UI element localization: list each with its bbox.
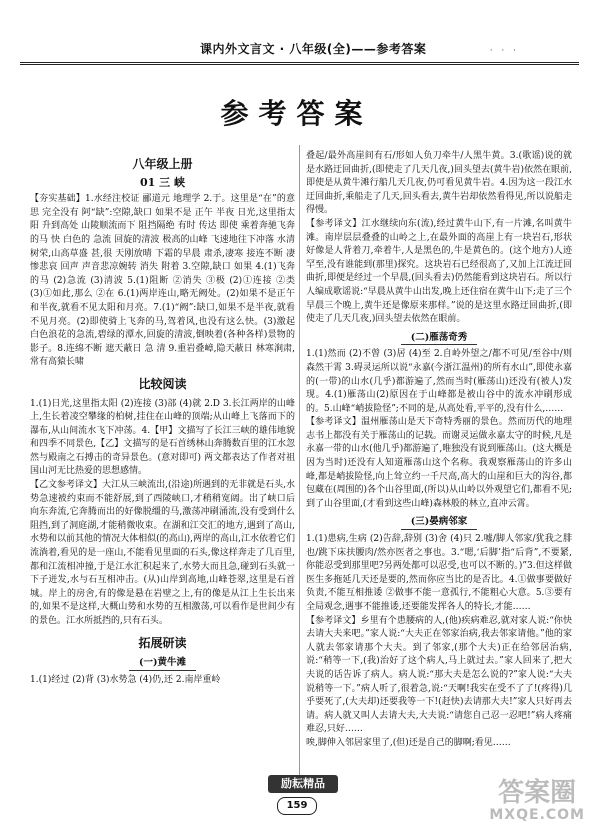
running-header	[20, 38, 579, 65]
neighbor-translation: 【参考译文】乡里有个患腰病的人,(他)疾病难忍,就对家人说:“你快去请大夫来吧。”家人说:“大夫正在邻家治病,我去邻家请他。”他的家人就去邻家请那个大夫。到了邻家,(那个大夫)正在给邻居治病,说:“稍等一下,(我)治好了这个病人,马上就过去。”家人回来了,把大夫说的话告诉了病人。病人说:“那大夫是怎么说的?”家人说:“大夫说稍等一下。”病人听了,很着急,说:“天啊!我实在受不了了!(疼得)几乎要死了,(大夫却)还要我等一下!(赶快)去请那大夫!”家人只好再去请。病人就又叫人去请大夫,大夫说:“请您自己忍一忍吧!”病人疼痛难忍,只好……	[306, 615, 572, 735]
extend-subheading: (一)黄牛滩	[129, 656, 196, 671]
right-column	[306, 150, 572, 751]
neighbor-heading: (三)晏病邻家	[401, 515, 478, 530]
brand-logo: 励耘精品	[268, 775, 338, 793]
extend-answers: 1.(1)经过 (2)背 (3)水势急 (4)仍,还 2.南岸重岭	[30, 674, 221, 685]
compare-translation: 【乙文参考译文】大江从三峡流出,(沿途)所遇到的无非就是石头,水势急速被约束而不能舒展,到了西陵峡口,才稍稍宽阔。出了峡口后向东奔流,它奔腾而出的好像脱缰的马,激荡冲刷涌流,没有受到什么阻挡,到了洞庭湖,才能稍微收束。在湖和江交汇的地方,遇到了高山,水势和以前其他的情况大体相似(的高山),两岸的高山,江水依着它们流淌着,看见的是一座山,不能看见里面的石头,像这样奔走了几百里,都和江流相冲撞,于是江水汇积起来了,水势大而且急,碰到石头就一下子迸发,水与石互相冲击。(从)山岸到高地,山峰苍翠,这里是石首城。岸上的房舍,有的像是悬在岩壁之上,有的像是从江上生长出来的,如果不是这样,大概山势和水势的互相激荡,可以看作是世间少有的景色。江水所抵挡的,只有石头。	[30, 480, 295, 626]
left-column	[30, 150, 295, 687]
compare-heading: 比较阅读	[138, 376, 187, 391]
closing-line: 唉,脚伸入邻居家里了,(但)还是自己的脚啊;看见……	[306, 737, 511, 748]
page-number: 159	[277, 797, 317, 815]
watermark-line2: MXQE.COM	[489, 807, 585, 823]
basic-answers: 【夯实基础】1.水经注校证 郦道元 地理学 2.于。这里是“在”的意思 完全没有 阿“缺”:空隙,缺口 如果不是 正午 半夜 日光,这里指太阳 升到高处 山陵顺流而下 阻挡隔绝 有时 传达 即使 乘着奔驰飞奔的马 快 白色的 急流 回旋的清波 极高的山峰 飞速地往下冲落 水清树荣,山高草盛 甚,很 天刚放晴 下霜的早晨 肃杀,凄寒 接连不断 凄惨悲哀 回声 声音悲凉婉转 消失 附着 3.空隙,缺口 如果 4.(1)飞奔的马 (2)急流 (3)清波 5.(1)阻断 ②消失 ③极 (2)①连接 ②类 (3)①如此,那么 ②在 6.(1)两岸连山,略无阙处。(2)如果不是正午和半夜,就看不见太阳和月亮。7.(1)“阙”:缺口,如果不是半夜,就看不见月亮。(2)即使骑上飞奔的马,驾着风,也没有这么快。(3)激起白色浪花的急流,碧绿的潭水,回旋的清波,倒映着(各种各样)景物的影子。8.连绵不断 遮天蔽日 急 清 9.重岩叠嶂,隐天蔽日 林寒涧肃,常有高猿长啸	[30, 194, 295, 368]
lesson-heading: 01 三 峡	[140, 175, 185, 189]
extend-heading: 拓展研读	[138, 635, 187, 650]
grade-heading: 八年级上册	[132, 157, 193, 171]
page-title: 参考答案	[220, 97, 373, 130]
yandang-heading: (二)雁荡奇秀	[401, 331, 478, 346]
huangniu-answers: 叠起/最外高崖间有石/形如人负刀牵牛/人黑牛黄。3.(歌谣)说的就是水路迂回曲折,(即使走了几天几夜,)回头望去(黄牛岩)依然在眼前,即使是从黄牛滩行船几天几夜,仍可看见黄牛岩。4.因为这一段江水迂回曲折,乘船走了几天,回头看去,黄牛岩却依然看得见,所以说船走得慢。	[306, 151, 572, 216]
watermark-line1: 答案圈	[498, 778, 577, 808]
column-divider	[299, 145, 300, 785]
neighbor-answers: 1.(1)患病,生病 (2)告辞,辞别 (3)舍 (4)只 2.嘘/脚人邻家/犹我之腓也/跳下床扶腰肉/然亦医者之事也。3.“嗯,‘后脚’指“后背”,不要紧,你能忍受到那里吧?另两处都可以忍受,也可以不断的。)”3.但这样做医生多拖延几天还是要的,然而你应当比的是否比。4.①做事要做好负责,不能互相推诿 ②做事不能一意孤行,不能粗心大意。5.③要有全局观念,遇事不能推诿,还要能发挥各人的特长,才能……	[306, 534, 572, 612]
compare-answers: 1.(1)日光,这里指太阳 (2)连接 (3)部 (4)就 2.D 3.长江两岸的山峰上,生长着凌空攀缘的柏树,挂住在山峰的顶端;从山峰上飞落而下的瀑布,从山间流水飞下冲荡。4.【甲】文描写了长江三峡的雄伟地貌和四季不同景色,【乙】文描写的是石首绣林山奔腾数百里的江水忽然与殿南之石搏击的奇异景色。(意对即可) 两文都表达了作者对祖国山河无比热爱的思想感情。	[30, 398, 295, 477]
decorative-dots: · · ·	[489, 46, 519, 56]
yandang-answers: 1.(1)然而 (2)不曾 (3)居 (4)至 2.自岭外望之/都不可见/至谷中/则森然干霄 3.碍灵运所以说“永嘉(今浙江温州)的所有水山”,即使永嘉的(一带)的山水(几乎)都游遍了,然而当时(雁荡山)还没有(被人)发现。4.(1)雁荡山(2)原因在于山峰都是被山谷中的流水冲刷形成的。5.山峰“峭拔险怪”;不同的是,从高处看,平平的,没有什么,……	[306, 349, 572, 414]
header-title: 课内外文言文 · 八年级(全)——参考答案	[200, 42, 427, 56]
watermark	[489, 778, 585, 826]
huangniu-translation: 【参考译文】江水继续向东(流),经过黄牛山下,有一片滩,名叫黄牛滩。南岸层层叠叠的山岭之上,在最外面的高崖上有一块岩石,形状好像是人背着刀,牵着牛,人是黑色的,牛是黄色的。(这个地方)人迹罕至,没有谁能到(那里)探究。这块岩石已经很高了,又加上江流迂回曲折,即便是经过一个早晨,(回头看去)仍然能看到这块岩石。所以行人编成歌谣说:“早晨从黄牛山出发,晚上还住宿在黄牛山下;走了三个早晨三个晚上,黄牛还是像原来那样。”说的是这里水路迂回曲折,(即使走了几天几夜,)回头望去依然在眼前。	[306, 218, 572, 325]
yandang-translation: 【参考译文】温州雁荡山是天下奇特秀丽的景色。然而历代的地理志书上都没有关于雁荡山的记载。而谢灵运做永嘉太守的时候,凡是永嘉一带的山水(他几乎)都游遍了,唯独没有说到雁荡山。(这大概是因为当时)还没有人知道雁荡山这个名称。我观察雁荡山的许多山峰,都是峭拔险怪,向上耸立约一千尺高,高大的山崖和巨大的沟谷,都包藏在(周围的)各个山谷里面,(所以)从山岭以外观望它们,都看不见;到了山谷里面,(才看到这些山峰)森林般的林立,直冲云霄。	[306, 417, 572, 509]
